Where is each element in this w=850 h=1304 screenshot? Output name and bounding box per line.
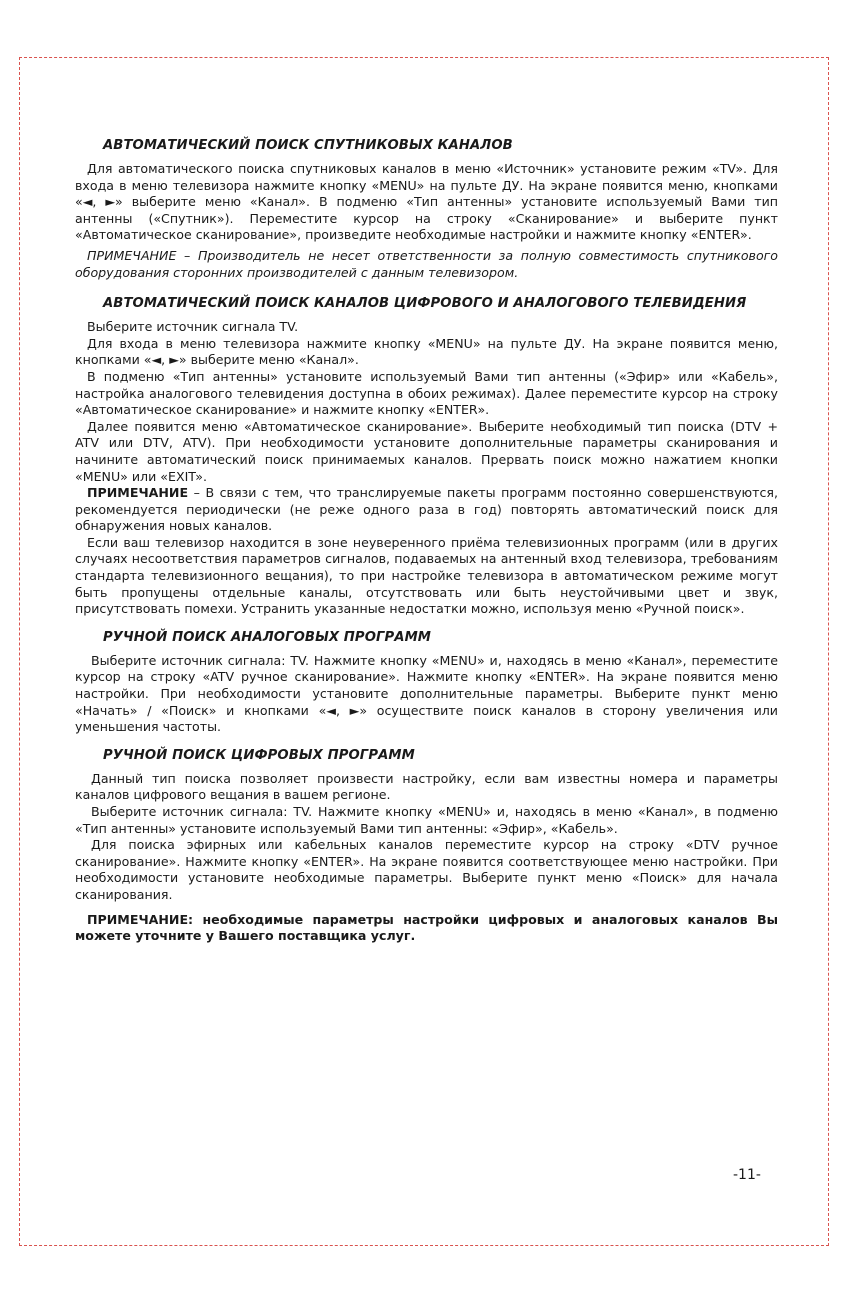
- paragraph: Если ваш телевизор находится в зоне неуверенного приёма телевизионных программ (или в других случаях несоответствия параметров сигналов, подаваемых на антенный вход телевизора, требованиям стандарта телевизионного вещания), то при настройке телевизора в автоматическом режиме могут быть пропущены отдельные каналы, отсутствовать или быть неустойчивыми цвет и звук, присутствовать помехи. Устранить указанные недостатки можно, используя меню «Ручной поиск».: [75, 534, 778, 617]
- paragraph: Для поиска эфирных или кабельных каналов переместите курсор на строку «DTV ручное сканирование». Нажмите кнопку «ENTER». На экране появится соответствующее меню настройки. При необходимости установите необходимые параметры. Выберите пункт меню «Поиск» для начала сканирования.: [75, 837, 778, 902]
- page-number: -11-: [733, 1167, 761, 1183]
- paragraph: Выберите источник сигнала TV.: [87, 319, 299, 335]
- paragraph: Выберите источник сигнала: TV. Нажмите кнопку «MENU» и, находясь в меню «Канал», переместите курсор на строку «ATV ручное сканирование». Нажмите кнопку «ENTER». На экране появится меню настройки. При необходимости установите дополнительные параметры. Выберите пункт меню «Начать» / «Поиск» и кнопками «◄, ►» осуществите поиск каналов в сторону увеличения или уменьшения частоты.: [75, 652, 778, 735]
- page-content: [75, 138, 778, 945]
- section-title-analog-manual: РУЧНОЙ ПОИСК АНАЛОГОВЫХ ПРОГРАММ: [103, 629, 432, 645]
- paragraph: Для автоматического поиска спутниковых каналов в меню «Источник» установите режим «TV». Для входа в меню телевизора нажмите кнопку «MENU» на пульте ДУ. На экране появится меню, кнопками «◄, ►» выберите меню «Канал». В подменю «Тип антенны» установите используемый Вами тип антенны («Спутник»). Переместите курсор на строку «Сканирование» и выберите пункт «Автоматическое сканирование», произведите необходимые настройки и нажмите кнопку «ENTER».: [75, 161, 778, 243]
- paragraph: Данный тип поиска позволяет произвести настройку, если вам известны номера и параметры каналов цифрового вещания в вашем регионе.: [75, 770, 778, 803]
- section-title-digital-analog-auto: АВТОМАТИЧЕСКИЙ ПОИСК КАНАЛОВ ЦИФРОВОГО И АНАЛОГОВОГО ТЕЛЕВИДЕНИЯ: [103, 296, 747, 312]
- section-title-satellite-auto: АВТОМАТИЧЕСКИЙ ПОИСК СПУТНИКОВЫХ КАНАЛОВ: [103, 138, 513, 153]
- note-paragraph: [75, 485, 778, 535]
- note-text: – В связи с тем, что транслируемые пакеты программ постоянно совершенствуются, рекомендуется периодически (не реже одного раза в год) повторять автоматический поиск для обнаружения новых каналов.: [75, 485, 778, 534]
- note-paragraph: ПРИМЕЧАНИЕ – Производитель не несет ответственности за полную совместимость спутникового оборудования сторонних производителей с данным телевизором.: [75, 247, 778, 280]
- final-note: ПРИМЕЧАНИЕ: необходимые параметры настройки цифровых и аналоговых каналов Вы можете уточните у Вашего поставщика услуг.: [75, 911, 778, 944]
- paragraph: Выберите источник сигнала: TV. Нажмите кнопку «MENU» и, находясь в меню «Канал», в подменю «Тип антенны» установите используемый Вами тип антенны: «Эфир», «Кабель».: [75, 804, 778, 836]
- paragraph: Для входа в меню телевизора нажмите кнопку «MENU» на пульте ДУ. На экране появится меню, кнопками «◄, ►» выберите меню «Канал».: [75, 335, 778, 368]
- paragraph: Далее появится меню «Автоматическое сканирование». Выберите необходимый тип поиска (DTV + ATV или DTV, ATV). При необходимости установите дополнительные параметры сканирования и начините автоматический поиск принимаемых каналов. Прервать поиск можно нажатием кнопки «MENU» или «EXIT».: [75, 418, 778, 484]
- note-label: ПРИМЕЧАНИЕ: [87, 485, 189, 501]
- section-title-digital-manual: РУЧНОЙ ПОИСК ЦИФРОВЫХ ПРОГРАММ: [103, 747, 415, 763]
- paragraph: В подменю «Тип антенны» установите используемый Вами тип антенны («Эфир» или «Кабель», настройка аналогового телевидения доступна в обоих режимах). Далее переместите курсор на строку «Автоматическое сканирование» и нажмите кнопку «ENTER».: [75, 368, 778, 418]
